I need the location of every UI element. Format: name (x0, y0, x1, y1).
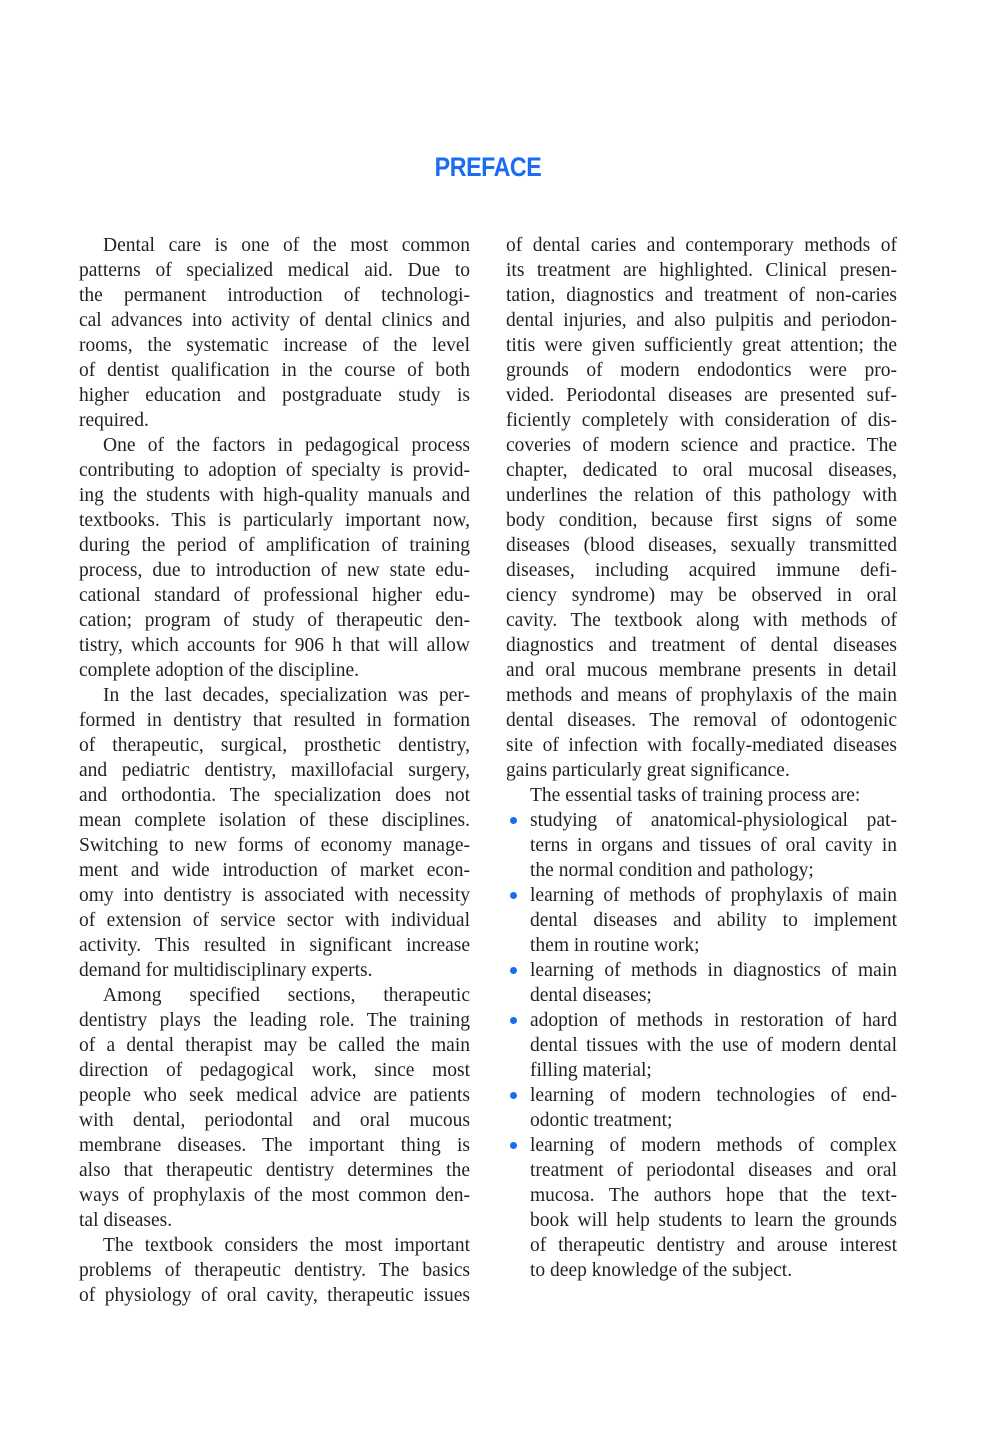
text-line: formed in dentistry that resulted in formation (79, 710, 470, 731)
text-line: cation; program of study of therapeutic den- (79, 610, 470, 631)
task-list-item (506, 958, 897, 1008)
text-line: Dental care is one of the most common (103, 235, 470, 256)
text-line: learning of methods of prophylaxis of main (530, 885, 897, 906)
text-line: people who seek medical advice are patients (79, 1085, 470, 1106)
task-list-item (506, 1008, 897, 1083)
text-line: odontic treatment; (530, 1110, 673, 1131)
text-line: underlines the relation of this pathology with (506, 485, 897, 506)
text-line: diseases (blood diseases, sexually transmitted (506, 535, 897, 556)
text-line: of therapeutic dentistry and arouse interest (530, 1235, 897, 1256)
bullet-icon (510, 892, 517, 899)
text-line: activity. This resulted in significant increase (79, 935, 470, 956)
bullet-icon (510, 1017, 517, 1024)
text-line: to deep knowledge of the subject. (530, 1260, 793, 1281)
text-line: tistry, which accounts for 906 h that will allow (79, 635, 470, 656)
page-title: PREFACE (434, 152, 542, 182)
right-column (506, 233, 897, 1283)
text-line: cal advances into activity of dental clinics and (79, 310, 470, 331)
text-line: process, due to introduction of new state edu- (79, 560, 470, 581)
text-line: mean complete isolation of these disciplines. (79, 810, 470, 831)
text-line: learning of modern technologies of end- (530, 1085, 897, 1106)
text-line: rooms, the systematic increase of the level (79, 335, 470, 356)
text-line: dental diseases. The removal of odontogenic (506, 710, 897, 731)
text-line: learning of modern methods of complex (530, 1135, 897, 1156)
paragraph-textbook-continued (506, 233, 897, 783)
text-line: dental tissues with the use of modern dental (530, 1035, 897, 1056)
text-line: ciency syndrome) may be observed in oral (506, 585, 897, 606)
text-line: dentistry plays the leading role. The training (79, 1010, 470, 1031)
left-column (79, 233, 470, 1308)
text-line: site of infection with focally-mediated diseases (506, 735, 897, 756)
text-line: textbooks. This is particularly important now, (79, 510, 470, 531)
text-line: demand for multidisciplinary experts. (79, 960, 373, 981)
text-line: contributing to adoption of specialty is provid- (79, 460, 470, 481)
tasks-intro: The essential tasks of training process are: (530, 785, 861, 806)
text-line: treatment of periodontal diseases and oral (530, 1160, 897, 1181)
text-line: body condition, because first signs of some (506, 510, 897, 531)
text-line: learning of methods in diagnostics of main (530, 960, 897, 981)
text-line: of extension of service sector with individual (79, 910, 470, 931)
text-line: and orthodontia. The specialization does not (79, 785, 470, 806)
paragraph-textbook-considers (79, 1233, 470, 1308)
task-list-item (506, 1083, 897, 1133)
text-line: the permanent introduction of technologi- (79, 285, 470, 306)
paragraph-therapeutic-dentistry (79, 983, 470, 1233)
text-line: coveries of modern science and practice. The (506, 435, 897, 456)
text-line: methods and means of prophylaxis of the main (506, 685, 897, 706)
task-list-item (506, 1133, 897, 1283)
text-line: diseases, including acquired immune defi- (506, 560, 897, 581)
bullet-icon (510, 1092, 517, 1099)
text-line: book will help students to learn the grounds (530, 1210, 897, 1231)
text-line: tation, diagnostics and treatment of non-caries (506, 285, 897, 306)
text-line: vided. Periodontal diseases are presented suf- (506, 385, 897, 406)
text-line: diagnostics and treatment of dental diseases (506, 635, 897, 656)
text-line: filling material; (530, 1060, 652, 1081)
text-line: the normal condition and pathology; (530, 860, 814, 881)
paragraph-dental-care (79, 233, 470, 433)
text-line: and oral mucous membrane presents in detail (506, 660, 897, 681)
task-list-item (506, 883, 897, 958)
text-line: Among specified sections, therapeutic (103, 985, 470, 1006)
text-line: The textbook considers the most important (103, 1235, 470, 1256)
tasks-list (506, 808, 897, 1283)
text-line: gains particularly great significance. (506, 760, 790, 781)
task-list-item (506, 808, 897, 883)
text-line: dental diseases; (530, 985, 652, 1006)
text-line: its treatment are highlighted. Clinical presen- (506, 260, 897, 281)
text-line: of therapeutic, surgical, prosthetic dentistry, (79, 735, 470, 756)
text-line: with dental, periodontal and oral mucous (79, 1110, 470, 1131)
text-line: ing the students with high-quality manuals and (79, 485, 470, 506)
text-line: membrane diseases. The important thing is (79, 1135, 470, 1156)
text-line: of dentist qualification in the course of both (79, 360, 470, 381)
bullet-icon (510, 967, 517, 974)
text-line: grounds of modern endodontics were pro- (506, 360, 897, 381)
text-line: dental diseases and ability to implement (530, 910, 897, 931)
text-line: ment and wide introduction of market econ- (79, 860, 470, 881)
text-line: complete adoption of the discipline. (79, 660, 359, 681)
text-line: and pediatric dentistry, maxillofacial surgery, (79, 760, 470, 781)
text-line: them in routine work; (530, 935, 700, 956)
text-line: higher education and postgraduate study is (79, 385, 470, 406)
text-line: direction of pedagogical work, since most (79, 1060, 470, 1081)
paragraph-specialization (79, 683, 470, 983)
text-line: In the last decades, specialization was per- (103, 685, 470, 706)
text-line: cavity. The textbook along with methods of (506, 610, 897, 631)
text-line: patterns of specialized medical aid. Due to (79, 260, 470, 281)
text-line: during the period of amplification of training (79, 535, 470, 556)
text-line: tal diseases. (79, 1210, 173, 1231)
text-line: dental injuries, and also pulpitis and periodon- (506, 310, 897, 331)
text-line: cational standard of professional higher edu- (79, 585, 470, 606)
bullet-icon (510, 1142, 517, 1149)
text-line: mucosa. The authors hope that the text- (530, 1185, 897, 1206)
text-line: problems of therapeutic dentistry. The basics (79, 1260, 470, 1281)
paragraph-pedagogical-factors (79, 433, 470, 683)
text-line: of dental caries and contemporary methods of (506, 235, 897, 256)
text-line: of a dental therapist may be called the main (79, 1035, 470, 1056)
text-line: omy into dentistry is associated with necessity (79, 885, 470, 906)
text-line: studying of anatomical-physiological pat- (530, 810, 897, 831)
text-line: Switching to new forms of economy manage- (79, 835, 470, 856)
text-line: ways of prophylaxis of the most common den- (79, 1185, 470, 1206)
text-line: of physiology of oral cavity, therapeutic issues (79, 1285, 470, 1306)
text-line: chapter, dedicated to oral mucosal diseases, (506, 460, 897, 481)
text-line: ficiently completely with consideration of dis- (506, 410, 897, 431)
text-line: adoption of methods in restoration of hard (530, 1010, 897, 1031)
text-line: One of the factors in pedagogical process (103, 435, 470, 456)
text-line: required. (79, 410, 149, 431)
text-line: also that therapeutic dentistry determines the (79, 1160, 470, 1181)
bullet-icon (510, 817, 517, 824)
text-line: titis were given sufficiently great attention; the (506, 335, 897, 356)
text-line: terns in organs and tissues of oral cavity in (530, 835, 897, 856)
